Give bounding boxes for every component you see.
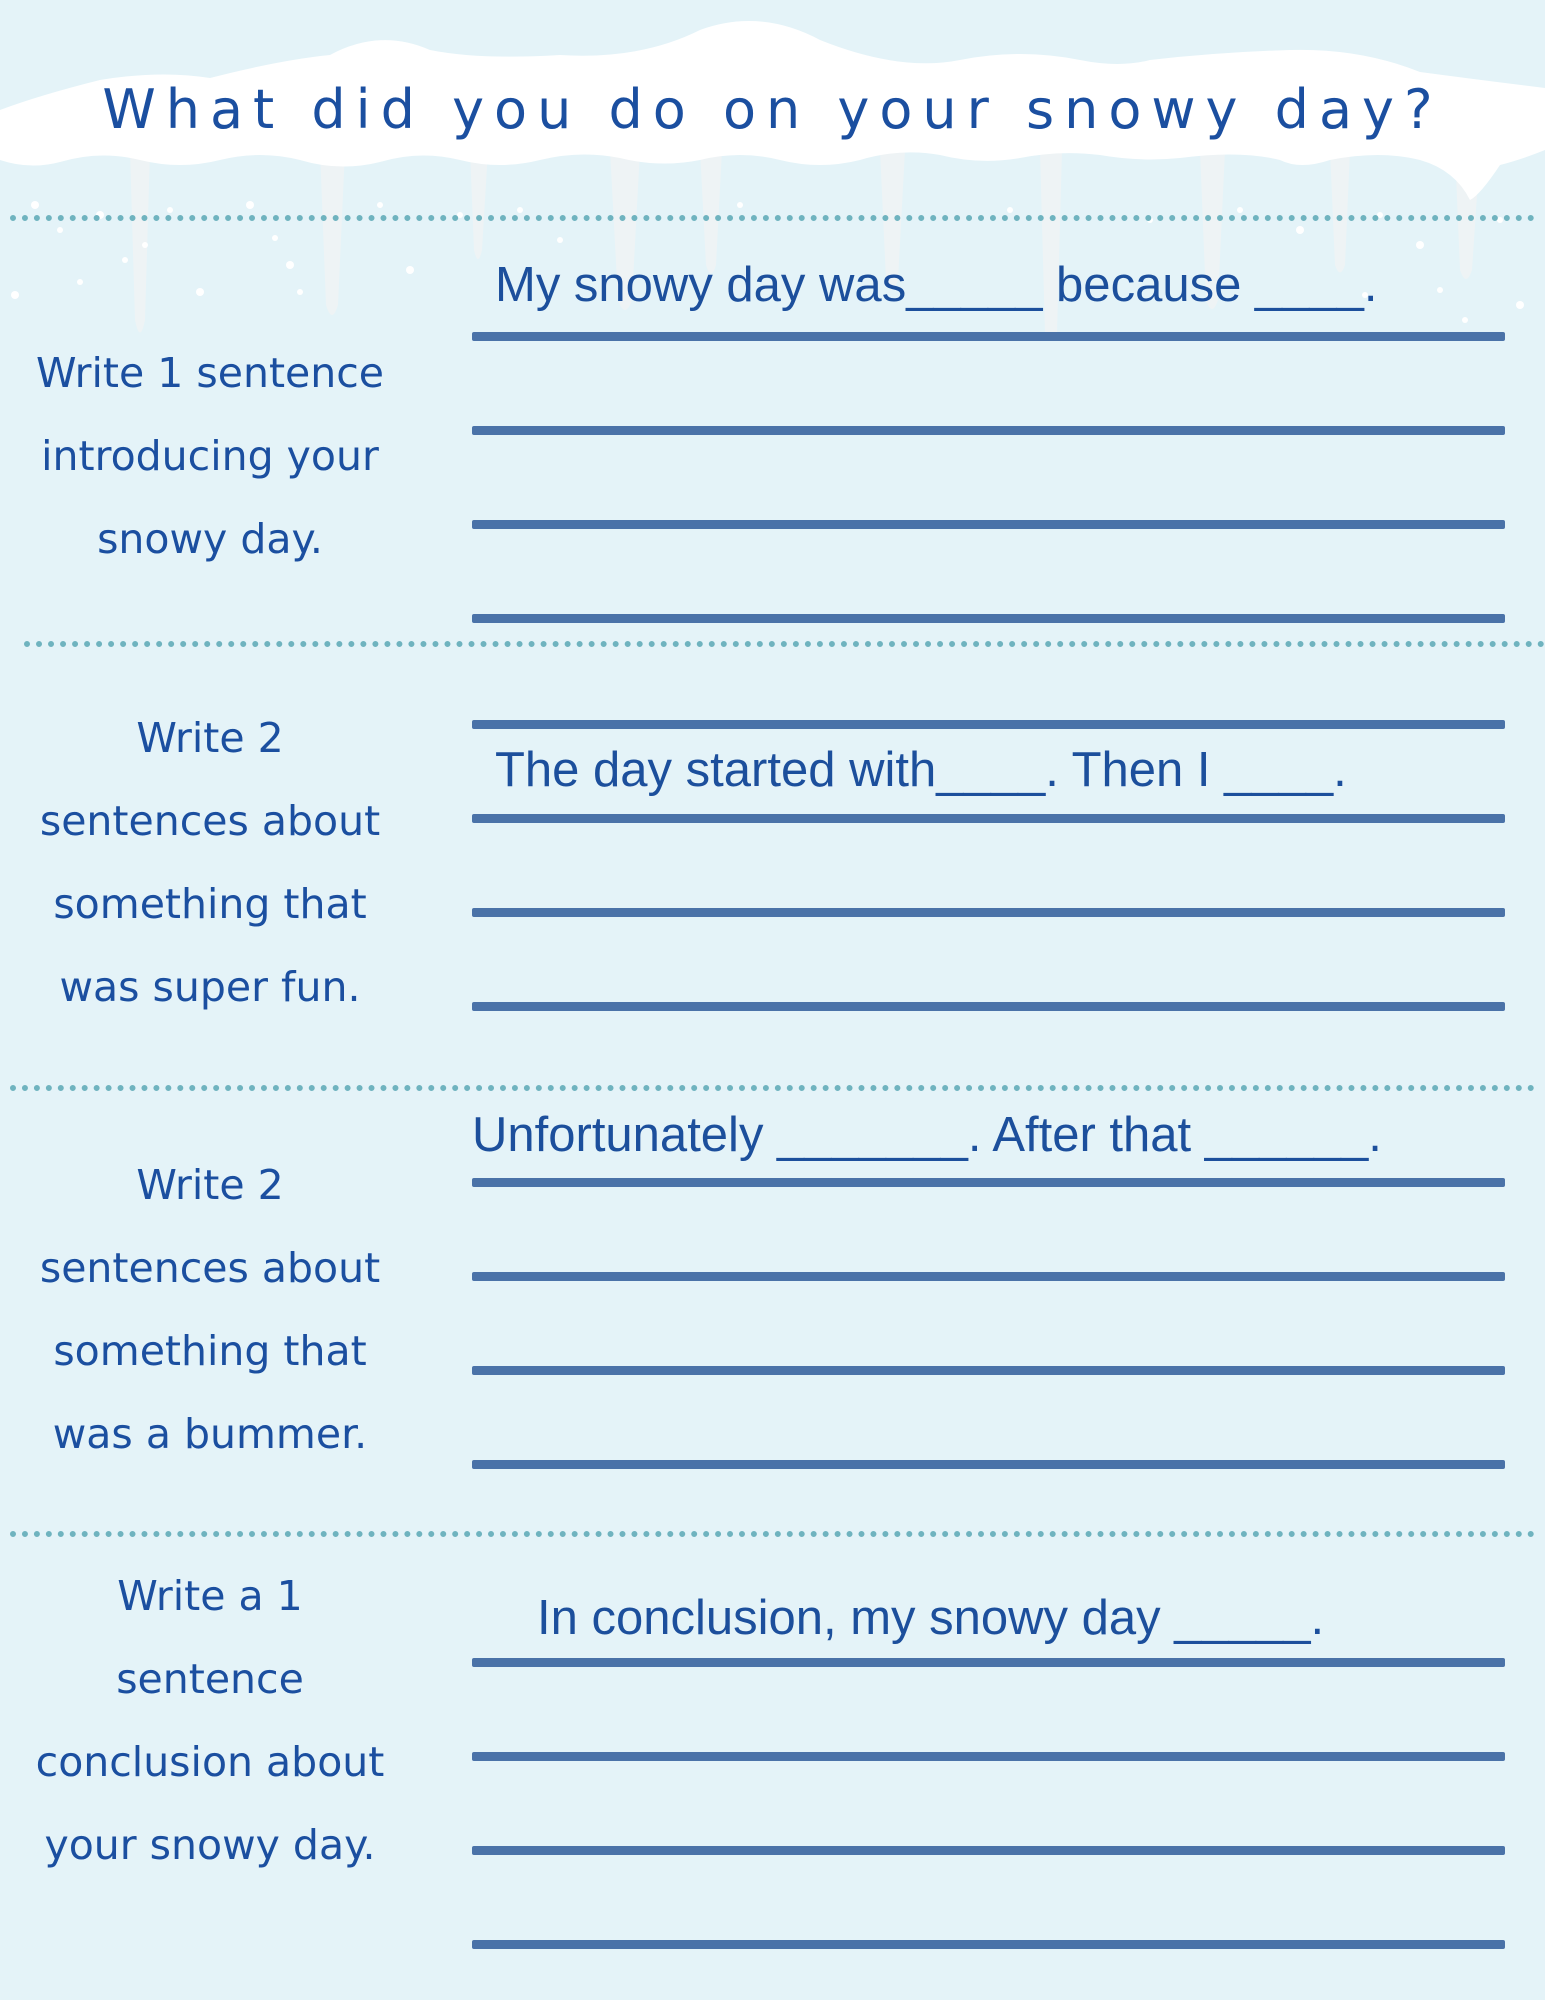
writing-line[interactable]: [472, 332, 1505, 341]
writing-line[interactable]: [472, 908, 1505, 917]
writing-line[interactable]: [472, 1178, 1505, 1187]
writing-line[interactable]: [472, 1002, 1505, 1011]
section-prompt: Write 2 sentences about something that was super fun.: [39, 714, 381, 1011]
section-prompt: Write 1 sentence introducing your snowy day.: [35, 349, 385, 563]
writing-line[interactable]: [472, 1940, 1505, 1949]
sentence-starter: Unfortunately _______. After that ______.: [472, 1108, 1382, 1162]
writing-line[interactable]: [472, 720, 1505, 729]
writing-line[interactable]: [472, 1366, 1505, 1375]
sentence-starter: The day started with____. Then I ____.: [495, 743, 1347, 797]
section-prompt: Write 2 sentences about something that was a bummer.: [39, 1161, 381, 1458]
section-divider: [10, 1085, 1535, 1091]
sentence-starter: In conclusion, my snowy day _____.: [537, 1591, 1325, 1645]
writing-line[interactable]: [472, 1658, 1505, 1667]
section-divider: [24, 641, 1545, 647]
section-divider: [10, 1531, 1535, 1537]
writing-line[interactable]: [472, 614, 1505, 623]
writing-line[interactable]: [472, 1752, 1505, 1761]
worksheet-title: What did you do on your snowy day?: [102, 78, 1443, 141]
sentence-starter: My snowy day was_____ because ____.: [495, 258, 1378, 312]
writing-line[interactable]: [472, 1846, 1505, 1855]
section-divider: [10, 215, 1535, 221]
writing-line[interactable]: [472, 814, 1505, 823]
writing-line[interactable]: [472, 520, 1505, 529]
writing-line[interactable]: [472, 426, 1505, 435]
section-prompt: Write a 1 sentence conclusion about your snowy day.: [35, 1572, 385, 1869]
writing-line[interactable]: [472, 1460, 1505, 1469]
writing-line[interactable]: [472, 1272, 1505, 1281]
